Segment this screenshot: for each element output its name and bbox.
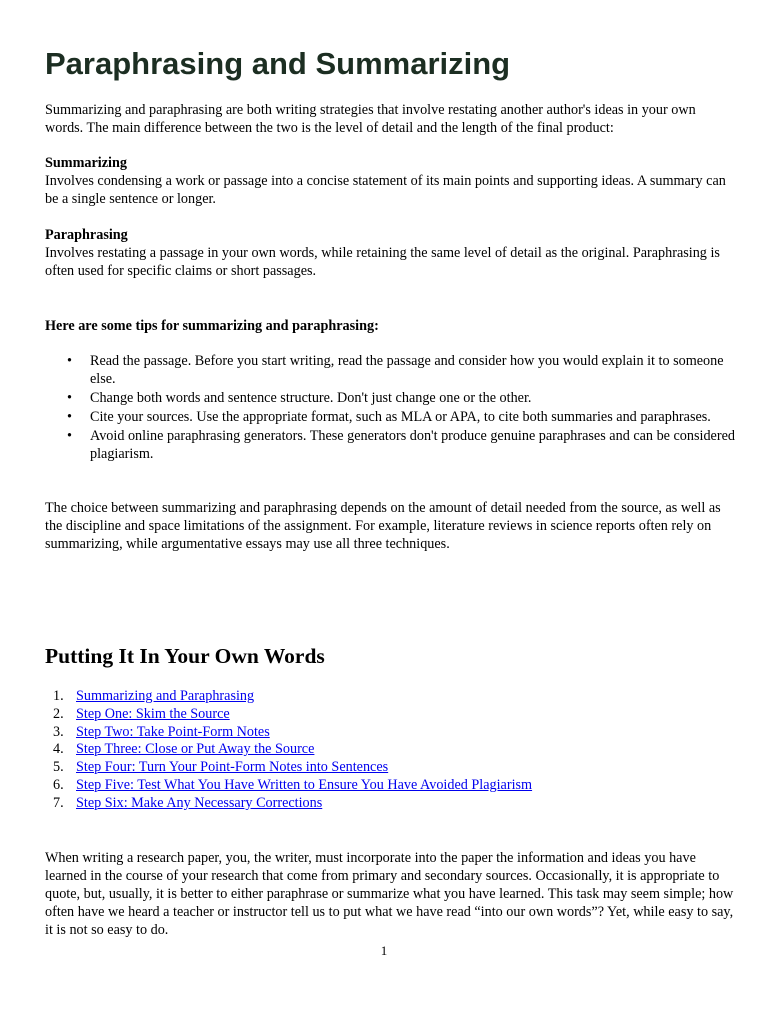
link-step-one[interactable]: Step One: Skim the Source — [76, 705, 230, 722]
list-number: 7. — [53, 794, 64, 811]
paraphrasing-text: Involves restating a passage in your own words, while retaining the same level of detail as the original. Paraphrasing is often used for specific claims or short passages. — [45, 245, 720, 279]
list-number: 6. — [53, 776, 64, 793]
list-number: 2. — [53, 705, 64, 722]
list-item — [45, 389, 735, 407]
link-step-four[interactable]: Step Four: Turn Your Point-Form Notes into Sentences — [76, 759, 389, 776]
research-paragraph: When writing a research paper, you, the writer, must incorporate into the paper the information and ideas you have learned in the course of your research that come from primary and secondary sources. Occasionally, it is appropriate to quote, but, usually, it is better to either paraphrase or summarize what you have learned. This task may seem simple; how often have we heard a teacher or instructor tell us to put what we have read “into our own words”? Yet, while easy to say, it is not so easy to do. — [45, 850, 734, 938]
summarizing-heading: Summarizing — [45, 155, 127, 171]
list-number: 5. — [53, 759, 64, 776]
bullet-icon: • — [67, 353, 72, 369]
list-item — [45, 776, 735, 794]
list-item — [45, 705, 735, 723]
tip-text: Read the passage. Before you start writing, read the passage and consider how you would explain it to someone else. — [90, 353, 724, 387]
page-number: 1 — [380, 943, 388, 958]
tip-text: Avoid online paraphrasing generators. These generators don't produce genuine paraphrases and can be considered plagiarism. — [90, 428, 735, 462]
list-item — [45, 687, 735, 705]
list-item — [45, 723, 735, 741]
link-step-six[interactable]: Step Six: Make Any Necessary Corrections — [76, 794, 323, 811]
tip-text: Change both words and sentence structure. Don't just change one or the other. — [90, 390, 532, 406]
paraphrasing-heading: Paraphrasing — [45, 227, 128, 243]
list-item — [45, 794, 735, 812]
bullet-icon: • — [67, 409, 72, 425]
link-step-three[interactable]: Step Three: Close or Put Away the Source — [76, 741, 315, 758]
steps-link-list — [45, 687, 735, 812]
list-item — [45, 408, 735, 426]
link-step-five[interactable]: Step Five: Test What You Have Written to Ensure You Have Avoided Plagiarism — [76, 776, 533, 793]
summarizing-text: Involves condensing a work or passage into a concise statement of its main points and supporting ideas. A summary can be a single sentence or longer. — [45, 173, 726, 207]
section-heading: Putting It In Your Own Words — [45, 644, 325, 668]
list-item — [45, 758, 735, 776]
intro-paragraph: Summarizing and paraphrasing are both writing strategies that involve restating another author's ideas in your own words. The main difference between the two is the level of detail and the length of the final product: — [45, 102, 696, 136]
list-number: 4. — [53, 741, 64, 758]
list-number: 1. — [53, 688, 64, 704]
tips-list — [45, 352, 735, 464]
tip-text: Cite your sources. Use the appropriate format, such as MLA or APA, to cite both summaries and paraphrases. — [90, 409, 711, 425]
list-item — [45, 352, 735, 388]
link-step-two[interactable]: Step Two: Take Point-Form Notes — [76, 723, 270, 740]
page-title: Paraphrasing and Summarizing — [45, 46, 511, 81]
list-item — [45, 427, 735, 463]
list-number: 3. — [53, 723, 64, 740]
list-item — [45, 740, 735, 758]
bullet-icon: • — [67, 390, 72, 406]
tips-heading: Here are some tips for summarizing and paraphrasing: — [45, 318, 379, 334]
choice-paragraph: The choice between summarizing and paraphrasing depends on the amount of detail needed from the source, as well as the discipline and space limitations of the assignment. For example, literature reviews in science reports often rely on summarizing, while argumentative essays may use all three techniques. — [45, 500, 721, 552]
link-summarizing-and-paraphrasing[interactable]: Summarizing and Paraphrasing — [76, 688, 255, 704]
bullet-icon: • — [67, 428, 72, 444]
